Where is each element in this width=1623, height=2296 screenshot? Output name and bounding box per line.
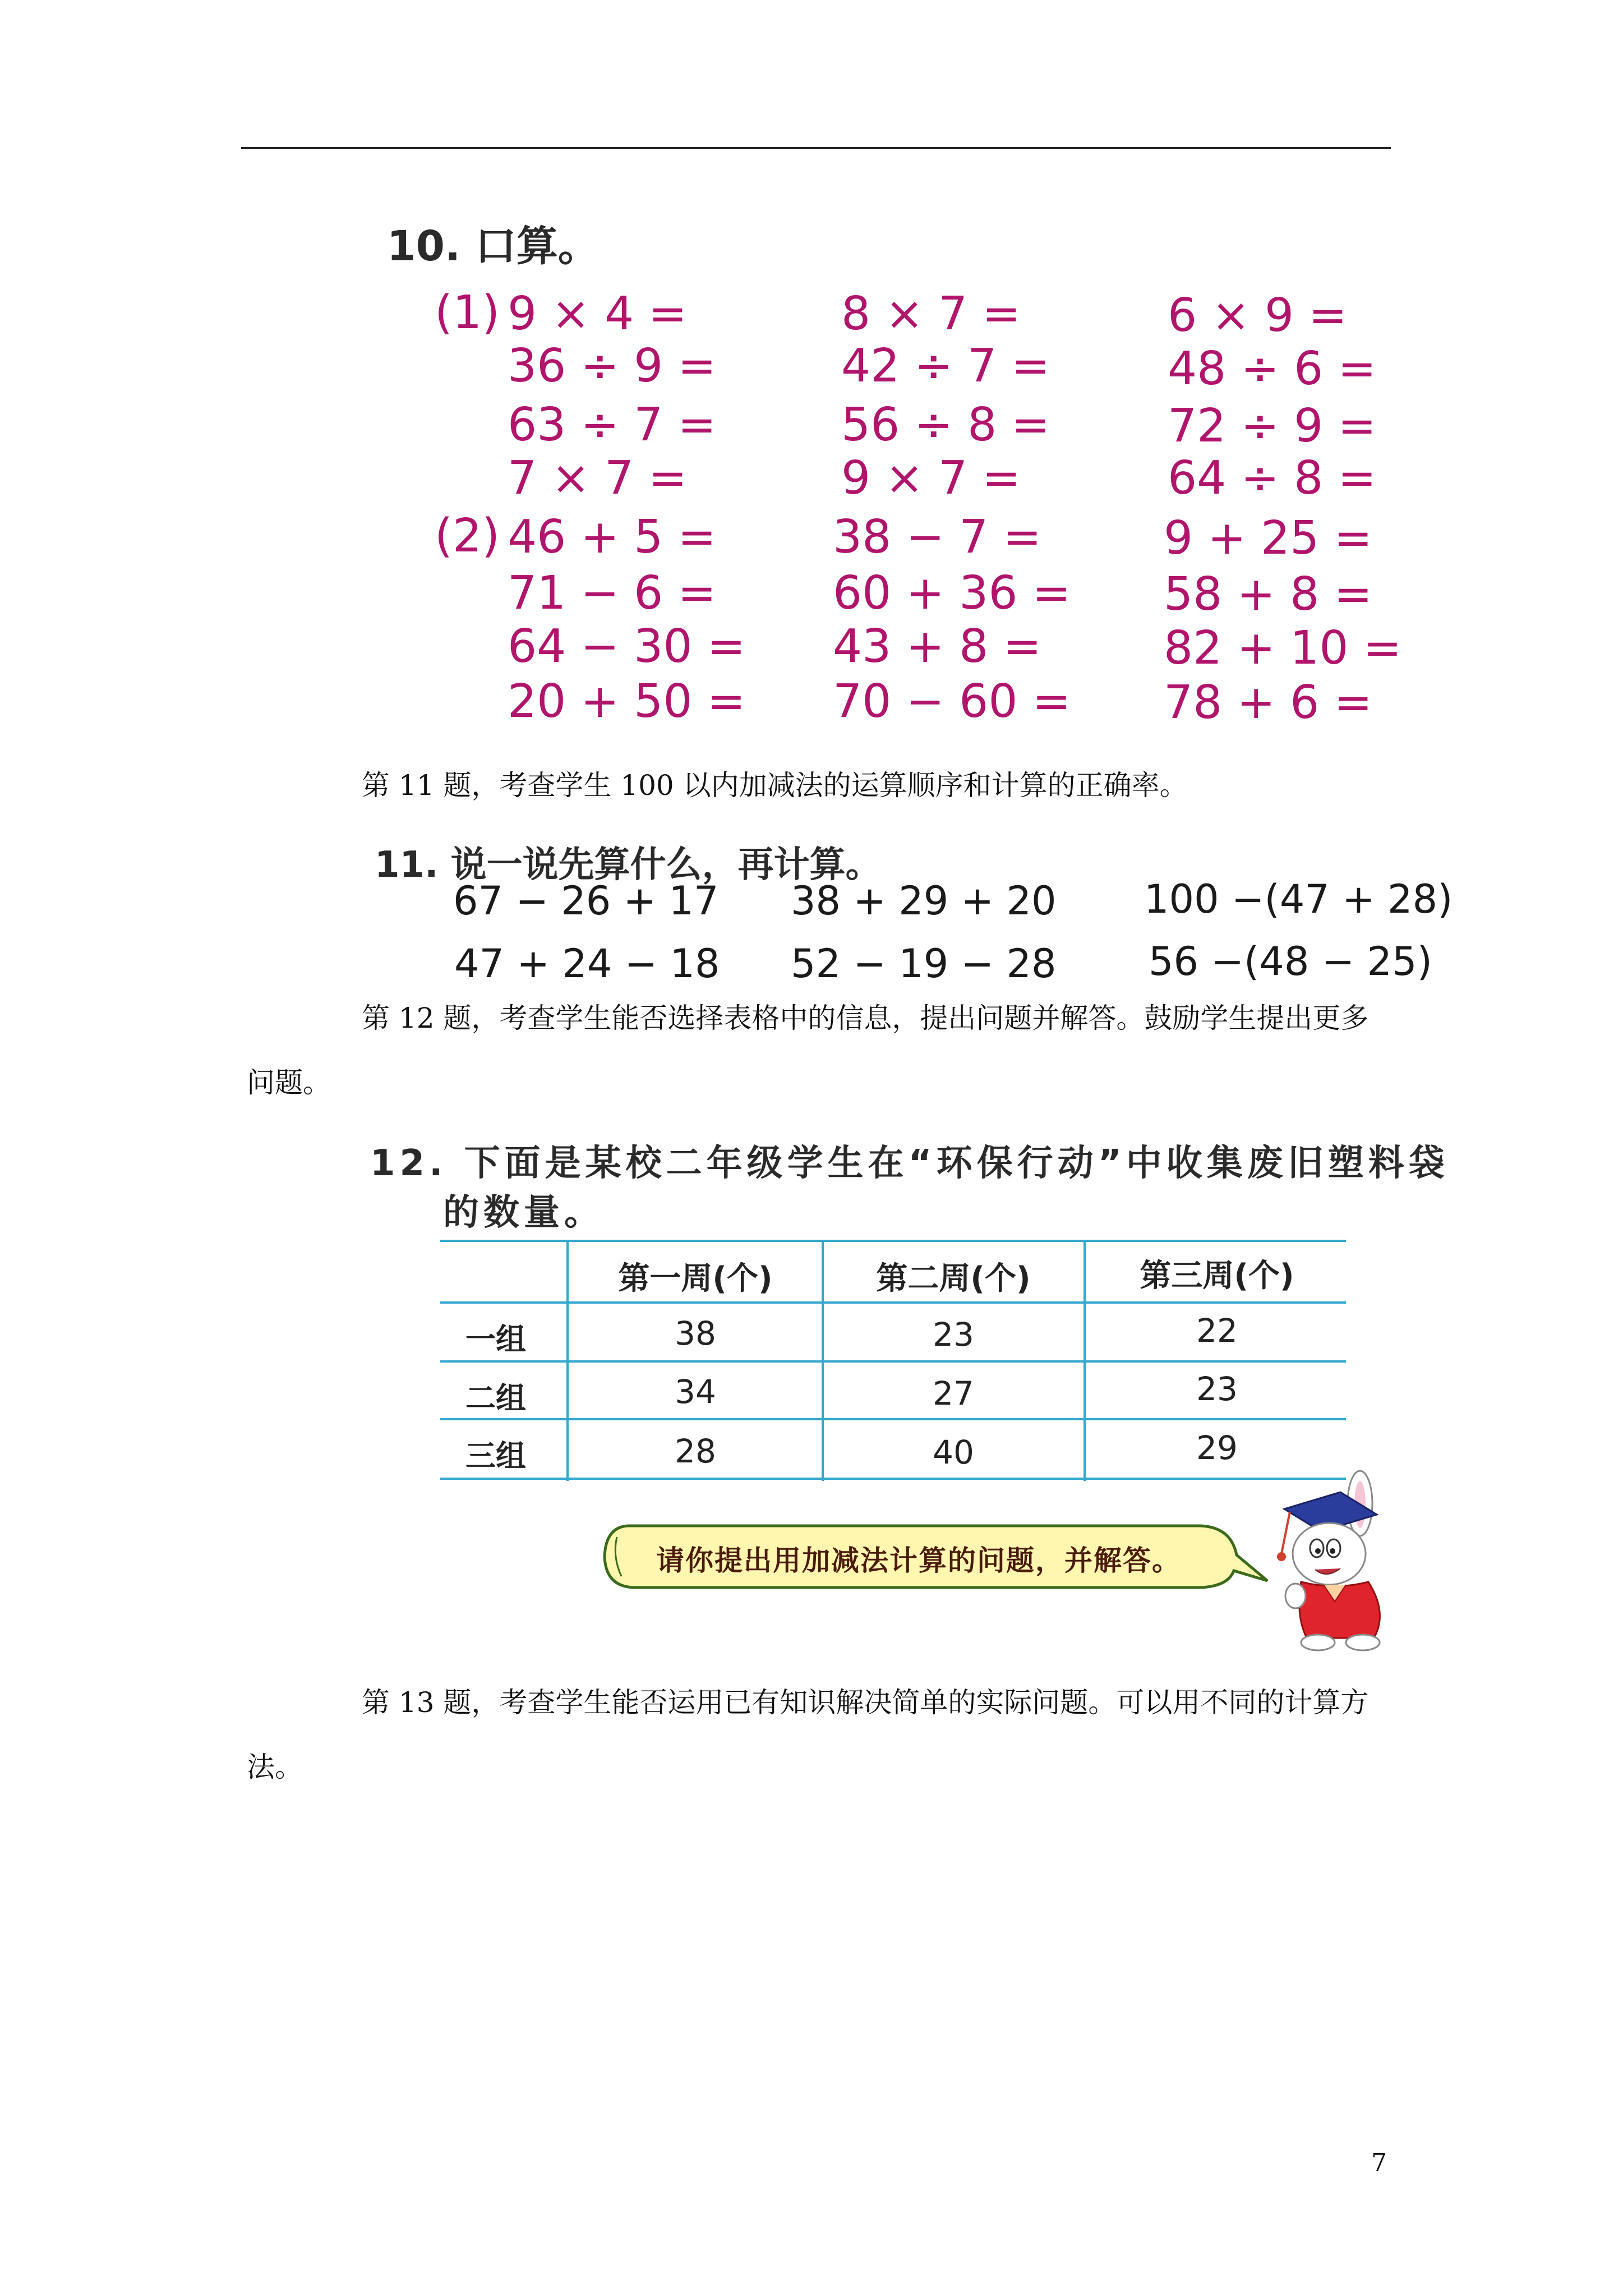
exercise-12-title-line-2: 的数量。 xyxy=(443,1192,605,1234)
table-col-rule-2 xyxy=(822,1240,824,1481)
exercise-12-title-line-1: 12. 下面是某校二年级学生在“环保行动”中收集废旧塑料袋 xyxy=(370,1143,1449,1184)
calc-1-3-3: 72 ÷ 9 = xyxy=(1168,399,1377,453)
calc-2-1-1: 46 + 5 = xyxy=(508,510,717,564)
note-11: 第 11 题，考查学生 100 以内加减法的运算顺序和计算的正确率。 xyxy=(362,769,1188,802)
table-rule-header xyxy=(440,1301,1346,1304)
calc-2-2-3: 58 + 8 = xyxy=(1164,568,1373,621)
calc-1-2-2: 42 ÷ 7 = xyxy=(841,339,1050,393)
calc-2-3-3: 82 + 10 = xyxy=(1164,622,1402,675)
calc-2-2-1: 71 − 6 = xyxy=(508,567,717,620)
note-12-line-1: 第 12 题，考查学生能否选择表格中的信息，提出问题并解答。鼓励学生提出更多 xyxy=(362,1002,1369,1034)
cell-g3-w3: 29 xyxy=(1196,1429,1238,1467)
calc-2-4-2: 70 − 60 = xyxy=(833,675,1071,728)
calc-1-3-2: 56 ÷ 8 = xyxy=(841,398,1050,452)
table-rule-row-1 xyxy=(440,1360,1346,1363)
cell-g3-w2: 40 xyxy=(933,1433,974,1471)
calc-2-1-2: 38 − 7 = xyxy=(833,510,1042,564)
table-rule-row-2 xyxy=(440,1418,1346,1420)
expr-1-2: 38 + 29 + 20 xyxy=(791,878,1057,924)
cell-g2-w2: 27 xyxy=(933,1374,974,1412)
expr-1-3: 100 −(47 + 28) xyxy=(1144,876,1453,922)
calc-1-2-3: 48 ÷ 6 = xyxy=(1168,342,1377,395)
exercise-10-title: 10. 口算。 xyxy=(387,222,600,270)
expr-2-3: 56 −(48 − 25) xyxy=(1149,938,1432,984)
note-13-line-2: 法。 xyxy=(247,1751,303,1783)
calc-2-4-1: 20 + 50 = xyxy=(508,675,746,728)
calc-1-4-1: 7 × 7 = xyxy=(508,452,687,505)
calc-1-2-1: 36 ÷ 9 = xyxy=(508,339,717,393)
row-label-group-2: 二组 xyxy=(465,1381,526,1416)
cell-g2-w1: 34 xyxy=(675,1373,716,1411)
expr-2-2: 52 − 19 − 28 xyxy=(791,941,1057,987)
exercise-12-title xyxy=(370,1139,1449,1237)
table-col-rule-3 xyxy=(1083,1240,1086,1481)
calc-2-3-2: 43 + 8 = xyxy=(833,620,1042,673)
calc-1-4-3: 64 ÷ 8 = xyxy=(1168,452,1377,505)
calc-1-1-2: 8 × 7 = xyxy=(841,287,1021,341)
expr-1-1: 67 − 26 + 17 xyxy=(453,878,719,924)
cell-g2-w3: 23 xyxy=(1196,1370,1238,1408)
calc-1-3-1: 63 ÷ 7 = xyxy=(508,398,717,452)
calc-1-4-2: 9 × 7 = xyxy=(841,452,1021,505)
calc-2-1-3: 9 + 25 = xyxy=(1164,512,1373,565)
speech-bubble-text: 请你提出用加减法计算的问题，并解答。 xyxy=(656,1544,1181,1577)
calc-2-3-1: 64 − 30 = xyxy=(508,620,746,673)
cell-g1-w2: 23 xyxy=(933,1315,974,1354)
cell-g3-w1: 28 xyxy=(675,1432,716,1470)
row-label-group-3: 三组 xyxy=(465,1438,526,1474)
table-col-rule-1 xyxy=(566,1240,569,1481)
calc-2-2-2: 60 + 36 = xyxy=(833,567,1071,620)
expr-2-1: 47 + 24 − 18 xyxy=(454,941,720,987)
calc-1-1-1: 9 × 4 = xyxy=(508,287,687,341)
plastic-bag-table xyxy=(440,1240,1346,1481)
table-rule-bottom xyxy=(440,1478,1346,1480)
cell-g1-w1: 38 xyxy=(675,1314,716,1352)
calc-1-1-3: 6 × 9 = xyxy=(1168,289,1347,342)
table-rule-top xyxy=(440,1240,1346,1242)
header-rule xyxy=(241,147,1391,149)
row-label-group-1: 一组 xyxy=(465,1322,526,1357)
header-week-3: 第三周(个) xyxy=(1140,1258,1294,1294)
header-week-2: 第二周(个) xyxy=(876,1260,1031,1297)
note-12-line-2: 问题。 xyxy=(247,1066,331,1099)
cell-g1-w3: 22 xyxy=(1196,1312,1238,1350)
page-number: 7 xyxy=(1371,2148,1387,2177)
speech-bubble xyxy=(594,1515,1273,1599)
header-week-1: 第一周(个) xyxy=(618,1260,773,1297)
rabbit-mascot-icon xyxy=(1262,1470,1408,1655)
part-1-label: (1) xyxy=(435,286,500,339)
exercise-11-title: 11. 说一说先算什么，再计算。 xyxy=(375,844,882,886)
part-2-label: (2) xyxy=(435,509,500,563)
note-13-line-1: 第 13 题，考查学生能否运用已有知识解决简单的实际问题。可以用不同的计算方 xyxy=(362,1686,1369,1719)
calc-2-4-3: 78 + 6 = xyxy=(1164,676,1373,729)
